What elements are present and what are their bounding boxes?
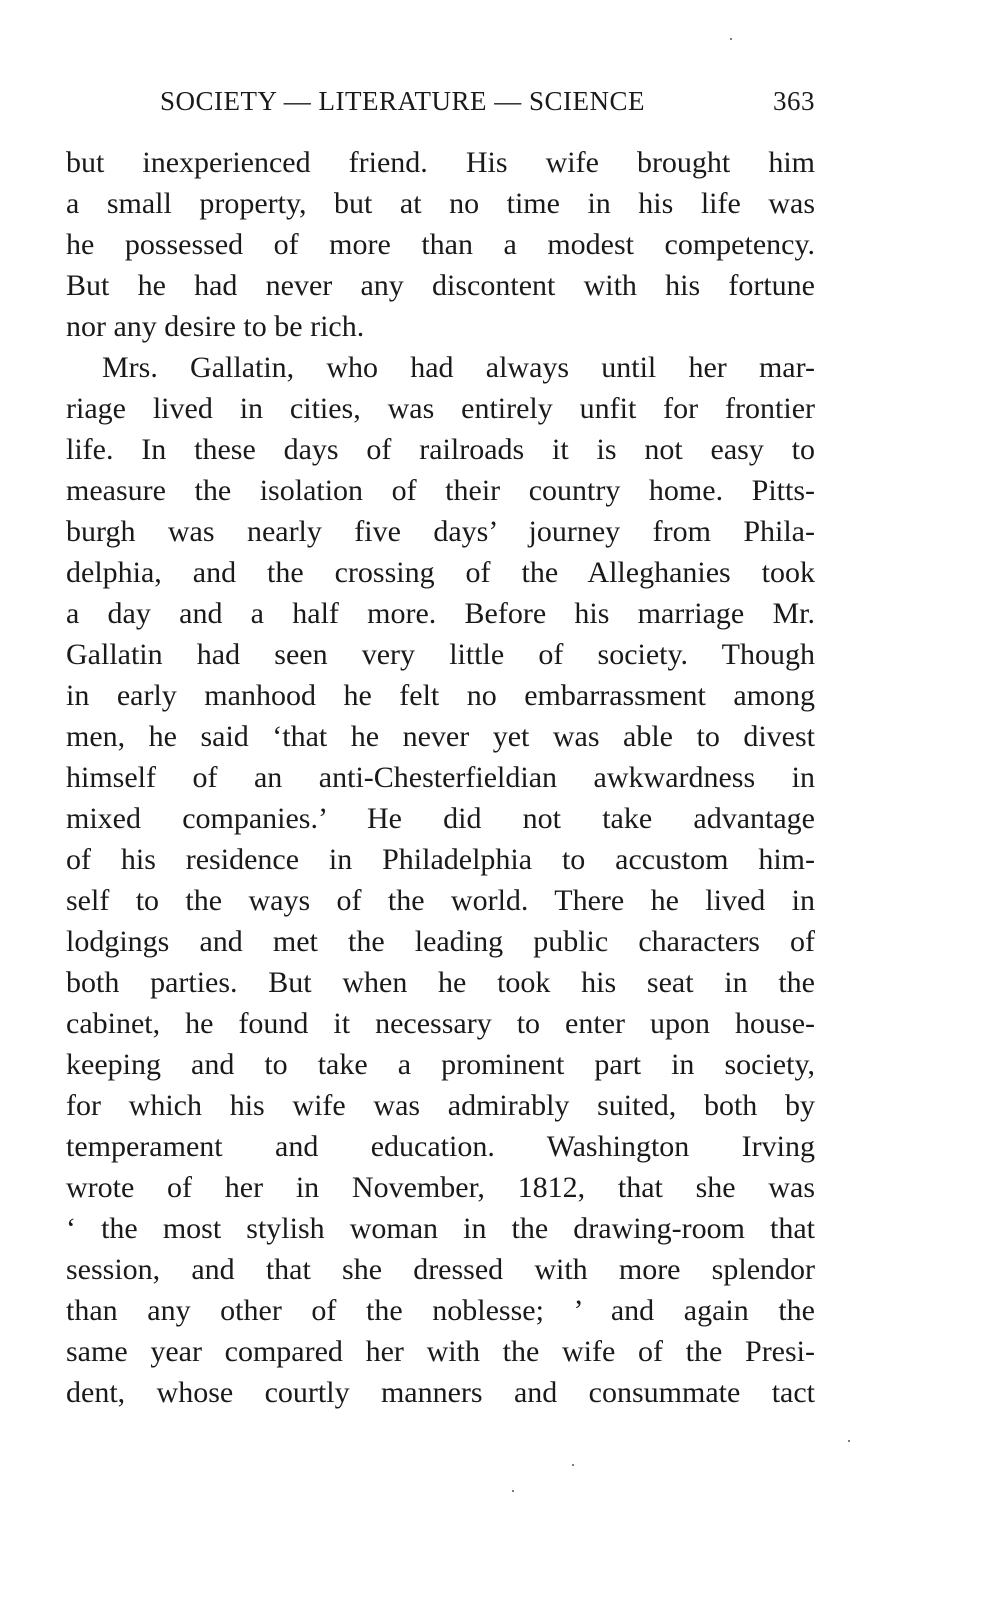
text-line: session, and that she dressed with more splendor	[66, 1253, 815, 1286]
text-line: same year compared her with the wife of the Presi-	[66, 1335, 815, 1368]
text-line: for which his wife was admirably suited, both by	[66, 1089, 815, 1122]
text-line: measure the isolation of their country home. Pitts-	[66, 474, 815, 507]
text-line: than any other of the noblesse; ’ and again the	[66, 1294, 815, 1327]
text-line: temperament and education. Washington Irving	[66, 1130, 815, 1163]
text-line: of his residence in Philadelphia to accustom him-	[66, 843, 815, 876]
text-line: keeping and to take a prominent part in society,	[66, 1048, 815, 1081]
running-title: SOCIETY — LITERATURE — SCIENCE	[160, 86, 645, 116]
scan-speck	[512, 1490, 514, 1492]
text-line: Gallatin had seen very little of society. Though	[66, 638, 815, 671]
text-line: a small property, but at no time in his life was	[66, 187, 815, 220]
text-line: delphia, and the crossing of the Alleghanies took	[66, 556, 815, 589]
text-line: but inexperienced friend. His wife brought him	[66, 146, 815, 179]
running-head	[160, 86, 815, 126]
text-line: a day and a half more. Before his marriage Mr.	[66, 597, 815, 630]
text-line: nor any desire to be rich.	[66, 310, 365, 343]
text-line: self to the ways of the world. There he lived in	[66, 884, 815, 917]
page-number: 363	[773, 86, 815, 116]
text-line: he possessed of more than a modest competency.	[66, 228, 815, 261]
text-line: life. In these days of railroads it is not easy to	[66, 433, 815, 466]
text-line: both parties. But when he took his seat in the	[66, 966, 815, 999]
text-line: ‘ the most stylish woman in the drawing-room that	[66, 1212, 815, 1245]
body-text	[66, 142, 815, 1413]
scan-speck	[848, 1440, 850, 1442]
text-line: in early manhood he felt no embarrassment among	[66, 679, 815, 712]
text-line: dent, whose courtly manners and consummate tact	[66, 1376, 815, 1409]
text-line: mixed companies.’ He did not take advantage	[66, 802, 815, 835]
scan-speck	[572, 1464, 574, 1466]
text-line: wrote of her in November, 1812, that she was	[66, 1171, 815, 1204]
text-line: burgh was nearly five days’ journey from Phila-	[66, 515, 815, 548]
text-line: But he had never any discontent with his fortune	[66, 269, 815, 302]
paragraph-2	[66, 347, 815, 1413]
text-line: lodgings and met the leading public characters of	[66, 925, 815, 958]
text-line: riage lived in cities, was entirely unfit for frontier	[66, 392, 815, 425]
text-line: Mrs. Gallatin, who had always until her mar-	[102, 351, 815, 384]
text-line: himself of an anti-Chesterfieldian awkwardness in	[66, 761, 815, 794]
paragraph-1	[66, 142, 815, 347]
text-line: cabinet, he found it necessary to enter upon house-	[66, 1007, 815, 1040]
scan-speck	[730, 38, 732, 40]
text-line: men, he said ‘that he never yet was able to divest	[66, 720, 815, 753]
